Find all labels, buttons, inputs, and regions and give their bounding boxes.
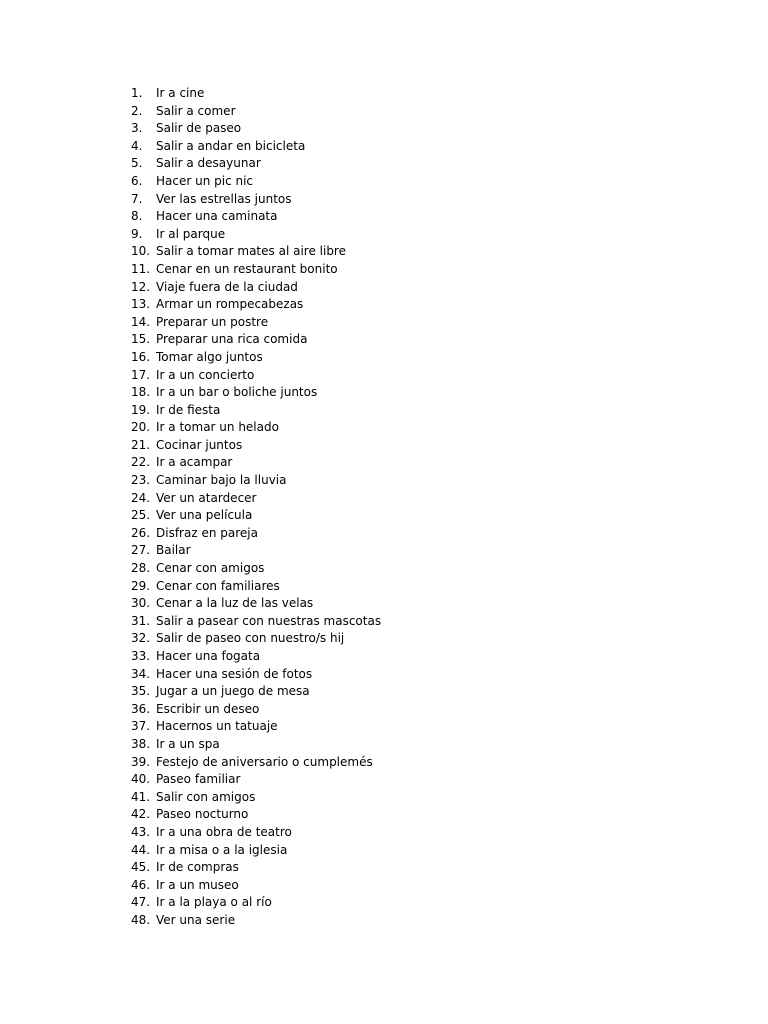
list-item-number: 28. [131,561,151,576]
list-item-number: 14. [131,314,151,329]
list-item-number: 25. [131,508,151,523]
list-item-number: 5. [131,156,143,171]
list-item [131,754,381,772]
list-item-text: Cenar con amigos [156,561,265,576]
list-item-number: 34. [131,666,151,681]
list-item-text: Disfraz en pareja [156,525,258,540]
list-item [131,349,381,367]
list-item [131,384,381,402]
list-item-text: Hacernos un tatuaje [156,719,278,734]
list-item-text: Ir a cine [156,86,205,100]
list-item-text: Ir a un concierto [156,367,255,382]
list-item-number: 12. [131,279,151,294]
list-item [131,683,381,701]
list-item-number: 35. [131,684,151,699]
list-item [131,613,381,631]
list-item-number: 1. [131,86,143,100]
list-item [131,842,381,860]
list-item-number: 20. [131,420,151,435]
list-item-number: 33. [131,649,151,663]
list-item [131,208,381,226]
list-item-text: Ver un atardecer [156,490,257,505]
list-item-text: Armar un rompecabezas [156,297,304,312]
activity-list [131,85,381,930]
list-item-number: 21. [131,437,151,452]
list-item [131,120,381,138]
list-item-number: 30. [131,596,151,611]
list-item-number: 38. [131,736,151,751]
list-item [131,789,381,807]
list-item-text: Hacer un pic nic [156,173,254,188]
list-item [131,877,381,895]
list-item [131,261,381,279]
list-item-text: Salir de paseo [156,121,242,136]
list-item-text: Ir al parque [156,226,226,241]
list-item [131,701,381,719]
list-item-number: 47. [131,895,151,910]
list-item-text: Hacer una caminata [156,209,278,224]
list-item [131,138,381,156]
list-item-text: Festejo de aniversario o cumplemés [156,754,373,769]
list-item-number: 10. [131,244,151,259]
list-item-number: 45. [131,860,151,875]
list-item [131,402,381,420]
list-item-number: 41. [131,789,151,804]
list-item-text: Salir con amigos [156,789,256,804]
list-item [131,771,381,789]
list-item [131,824,381,842]
list-item-text: Cenar a la luz de las velas [156,596,314,611]
list-item-text: Hacer una sesión de fotos [156,666,313,681]
list-item-text: Bailar [156,543,191,558]
list-item [131,155,381,173]
list-item-text: Preparar una rica comida [156,332,308,347]
list-item-number: 27. [131,543,151,558]
list-item-text: Ir a la playa o al río [156,895,272,910]
list-item [131,859,381,877]
list-item-number: 42. [131,807,151,822]
list-item [131,437,381,455]
list-item-text: Escribir un deseo [156,701,260,716]
list-item [131,560,381,578]
list-item-text: Jugar a un juego de mesa [156,684,310,699]
list-item-text: Ir a una obra de teatro [156,824,292,839]
list-item [131,806,381,824]
list-item-number: 24. [131,490,151,505]
list-item-text: Ir a misa o a la iglesia [156,842,288,857]
list-item [131,191,381,209]
list-item [131,630,381,648]
list-item-number: 19. [131,402,151,417]
list-item [131,173,381,191]
list-item [131,226,381,244]
list-item-text: Ir a tomar un helado [156,420,279,435]
list-item-text: Salir a tomar mates al aire libre [156,244,346,259]
list-item [131,279,381,297]
list-item-number: 26. [131,525,151,540]
list-item-text: Ver una serie [156,912,236,927]
list-item-number: 18. [131,385,151,400]
list-item [131,454,381,472]
list-item-number: 40. [131,772,151,787]
list-item-text: Salir a desayunar [156,156,261,171]
list-item-text: Cocinar juntos [156,437,243,452]
list-item-text: Paseo familiar [156,772,241,787]
list-item-text: Cenar en un restaurant bonito [156,261,338,276]
list-item [131,472,381,490]
list-item [131,894,381,912]
list-item-number: 17. [131,367,151,382]
list-item [131,648,381,666]
list-item-text: Viaje fuera de la ciudad [156,279,298,294]
list-item-text: Ver una película [156,508,253,523]
list-item-text: Ir de fiesta [156,402,221,417]
list-item-number: 4. [131,138,143,153]
list-item [131,912,381,930]
list-item-text: Ver las estrellas juntos [156,191,292,206]
list-item-number: 7. [131,191,143,206]
list-item-text: Caminar bajo la lluvia [156,473,287,488]
list-item-number: 3. [131,121,143,136]
list-item-text: Ir a un spa [156,736,220,751]
list-item-text: Salir a andar en bicicleta [156,138,306,153]
list-item-number: 29. [131,578,151,593]
list-item-number: 39. [131,754,151,769]
list-item-text: Salir a comer [156,103,236,118]
list-item [131,243,381,261]
list-item-number: 44. [131,842,151,857]
list-item-text: Cenar con familiares [156,578,280,593]
list-item-number: 22. [131,455,151,470]
list-item [131,736,381,754]
list-item [131,542,381,560]
list-item [131,595,381,613]
list-item-number: 16. [131,349,151,364]
list-item-number: 37. [131,719,151,734]
list-item [131,85,381,103]
list-item [131,666,381,684]
list-item-number: 43. [131,824,151,839]
list-item-number: 6. [131,173,143,188]
list-item-text: Salir de paseo con nuestro/s hij [156,631,345,646]
list-item-number: 36. [131,701,151,716]
list-item-number: 15. [131,332,151,347]
list-item-number: 13. [131,297,151,312]
list-item [131,490,381,508]
list-item [131,718,381,736]
list-item-number: 2. [131,103,143,118]
list-item-number: 23. [131,473,151,488]
list-item [131,367,381,385]
list-item-text: Ir de compras [156,860,239,875]
list-item [131,296,381,314]
list-item [131,314,381,332]
list-item [131,507,381,525]
list-item-number: 9. [131,226,143,241]
list-item-text: Ir a acampar [156,455,233,470]
list-item-number: 46. [131,877,151,892]
list-item-text: Ir a un bar o boliche juntos [156,385,318,400]
list-item [131,331,381,349]
list-item-number: 31. [131,613,151,628]
list-item-number: 32. [131,631,151,646]
list-item [131,419,381,437]
list-item [131,525,381,543]
list-item-number: 8. [131,209,143,224]
list-item [131,103,381,121]
list-item-number: 11. [131,261,151,276]
list-item-text: Tomar algo juntos [156,349,263,364]
list-item-text: Hacer una fogata [156,649,261,663]
list-item-text: Salir a pasear con nuestras mascotas [156,613,382,628]
list-item [131,578,381,596]
list-item-text: Preparar un postre [156,314,269,329]
list-item-text: Ir a un museo [156,877,239,892]
list-item-text: Paseo nocturno [156,807,249,822]
list-item-number: 48. [131,912,151,927]
